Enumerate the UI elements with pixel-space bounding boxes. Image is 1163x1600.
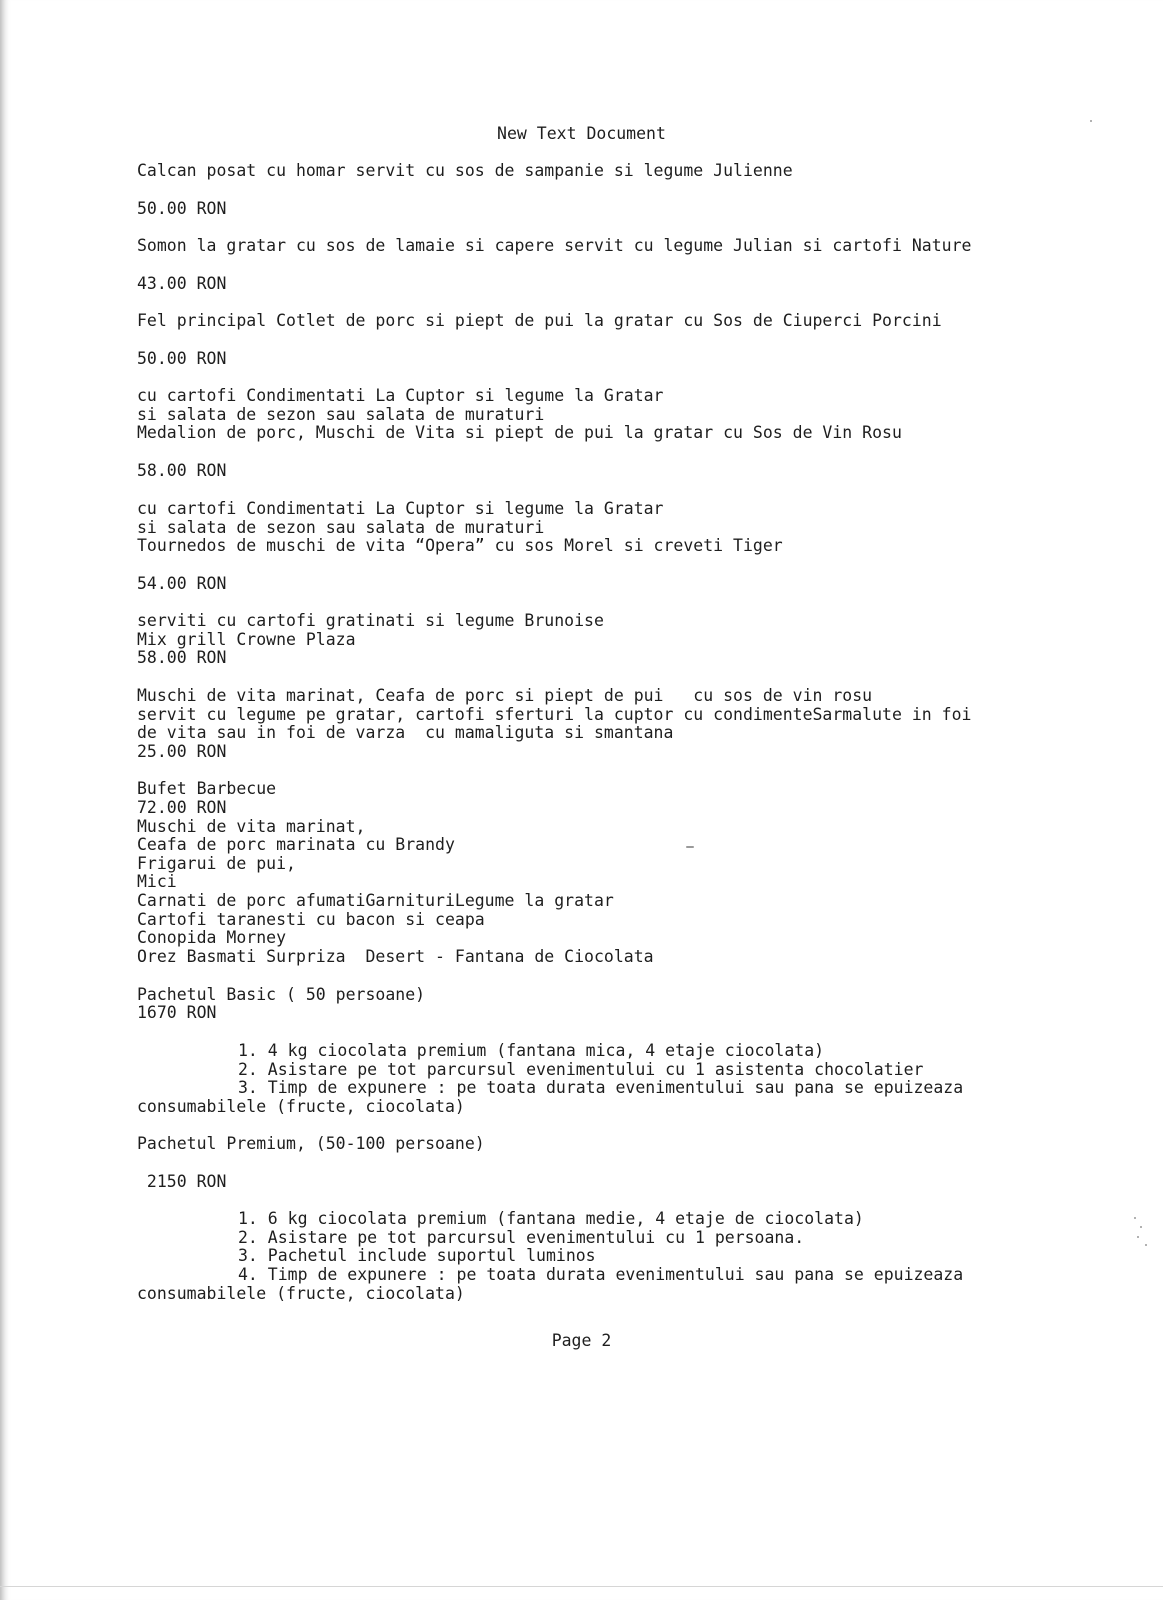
menu-item-name: Fel principal Cotlet de porc si piept de pui la gratar cu Sos de Ciuperci Porcini xyxy=(137,311,942,330)
text-line: Conopida Morney xyxy=(137,928,287,947)
menu-item-price: 43.00 RON xyxy=(137,274,227,293)
text-line: Ceafa de porc marinata cu Brandy xyxy=(137,835,455,854)
package-item: 3. Timp de expunere : pe toata durata evenimentului sau pana se epuizeaza xyxy=(238,1078,964,1097)
menu-item-name: Medalion de porc, Muschi de Vita si piept de pui la gratar cu Sos de Vin Rosu xyxy=(137,423,902,442)
text-line: Orez Basmati Surpriza Desert - Fantana de Ciocolata xyxy=(137,947,654,966)
text-line: Frigarui de pui, xyxy=(137,854,296,873)
text-line: de vita sau in foi de varza cu mamaliguta si smantana xyxy=(137,723,674,742)
text-line: Muschi de vita marinat, Ceafa de porc si piept de pui cu sos de vin rosu xyxy=(137,686,873,705)
document-title: New Text Document xyxy=(497,124,666,143)
scan-speck xyxy=(1140,1226,1142,1228)
package-name: Pachetul Premium, (50-100 persoane) xyxy=(137,1134,485,1153)
text-line: cu cartofi Condimentati La Cuptor si legume la Gratar xyxy=(137,386,664,405)
package-item: 1. 4 kg ciocolata premium (fantana mica, 4 etaje ciocolata) xyxy=(238,1041,825,1060)
text-line: Cartofi taranesti cu bacon si ceapa xyxy=(137,910,485,929)
text-line: Mici xyxy=(137,872,177,891)
menu-item-name: Bufet Barbecue xyxy=(137,779,277,798)
text-line: servit cu legume pe gratar, cartofi sferturi la cuptor cu condimenteSarmalute in foi xyxy=(137,705,972,724)
menu-item-price: 58.00 RON xyxy=(137,461,227,480)
package-item: 2. Asistare pe tot parcursul evenimentului cu 1 asistenta chocolatier xyxy=(238,1060,924,1079)
menu-item-price: 72.00 RON xyxy=(137,798,227,817)
package-name: Pachetul Basic ( 50 persoane) xyxy=(137,985,426,1004)
menu-item-price: 54.00 RON xyxy=(137,574,227,593)
menu-item-name: Tournedos de muschi de vita “Opera” cu sos Morel si creveti Tiger xyxy=(137,536,783,555)
menu-item-name: Calcan posat cu homar servit cu sos de sampanie si legume Julienne xyxy=(137,161,793,180)
package-item: 1. 6 kg ciocolata premium (fantana medie, 4 etaje de ciocolata) xyxy=(238,1209,864,1228)
text-line: serviti cu cartofi gratinati si legume Brunoise xyxy=(137,611,604,630)
scan-speck xyxy=(1134,1217,1136,1219)
scan-speck xyxy=(1137,1236,1139,1238)
scan-speck xyxy=(686,846,694,848)
scan-speck xyxy=(1090,120,1092,122)
text-line: Carnati de porc afumatiGarnituriLegume la gratar xyxy=(137,891,614,910)
menu-item-price: 50.00 RON xyxy=(137,199,227,218)
text-line: consumabilele (fructe, ciocolata) xyxy=(137,1097,465,1116)
page-number: Page 2 xyxy=(551,1331,612,1350)
package-price: 1670 RON xyxy=(137,1003,217,1022)
package-item: 3. Pachetul include suportul luminos xyxy=(238,1246,596,1265)
text-line: cu cartofi Condimentati La Cuptor si legume la Gratar xyxy=(137,499,664,518)
menu-item-name: Somon la gratar cu sos de lamaie si capere servit cu legume Julian si cartofi Nature xyxy=(137,236,972,255)
text-line: si salata de sezon sau salata de muraturi xyxy=(137,518,545,537)
menu-item-price: 50.00 RON xyxy=(137,349,227,368)
package-item: 2. Asistare pe tot parcursul evenimentului cu 1 persoana. xyxy=(238,1228,805,1247)
text-line: si salata de sezon sau salata de muraturi xyxy=(137,405,545,424)
package-price: 2150 RON xyxy=(137,1172,227,1191)
menu-item-price: 58.00 RON xyxy=(137,648,227,667)
menu-item-name: Mix grill Crowne Plaza xyxy=(137,630,356,649)
text-line: consumabilele (fructe, ciocolata) xyxy=(137,1284,465,1303)
scan-speck xyxy=(1145,1244,1147,1246)
menu-item-price: 25.00 RON xyxy=(137,742,227,761)
package-item: 4. Timp de expunere : pe toata durata evenimentului sau pana se epuizeaza xyxy=(238,1265,964,1284)
text-line: Muschi de vita marinat, xyxy=(137,817,366,836)
